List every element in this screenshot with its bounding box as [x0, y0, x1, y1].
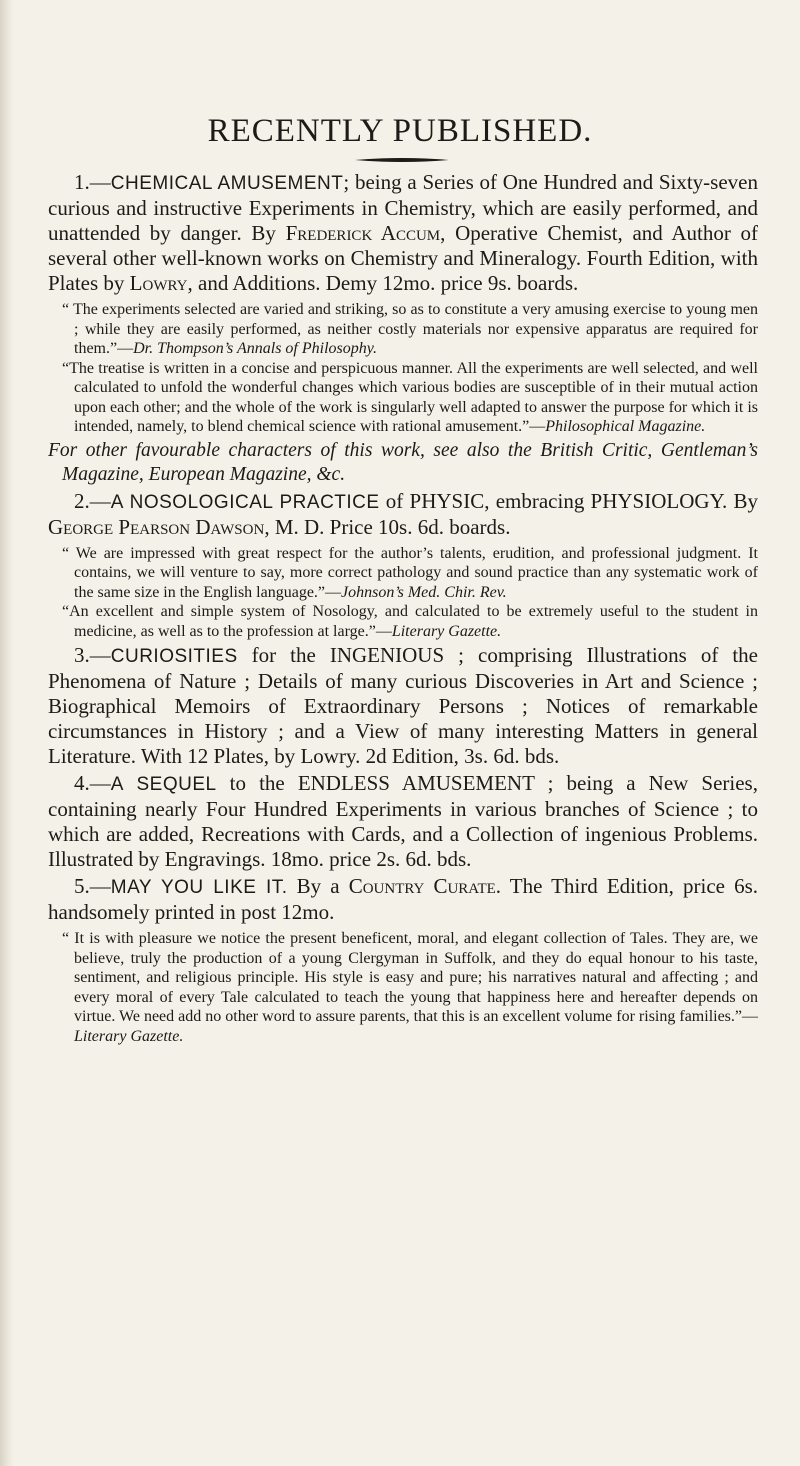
entry-3-title: CURIOSITIES — [110, 646, 238, 667]
entry-2-quote-2: “An excellent and simple system of Nosology, and calculated to be extremely useful to the student in medicine, as well as to the profession at large.”—Literary Gazette. — [62, 603, 758, 640]
page-binding-shadow — [0, 0, 14, 1466]
entry-5-quote-1: “ It is with pleasure we notice the present beneficent, moral, and elegant collection of Tales. They are, we believe, truly the production of a young Clergyman in Suffolk, and they do equal honour to his taste, sentiment, and religious principle. His style is easy and pure; his narratives natural and affecting ; and every moral of every Tale calculated to teach the young that happiness here and hereafter depends on virtue. We need add no other word to assure parents, that this is an excellent volume for rising families.”—Literary Gazette. — [62, 930, 759, 1045]
entry-5: 5.—MAY YOU LIKE IT. By a Country Curate. The Third Edition, price 6s. handsomely printed in post 12mo. — [48, 874, 758, 924]
entry-5-title: MAY YOU LIKE IT. — [110, 877, 288, 898]
ornamental-rule — [355, 157, 449, 163]
publication-list — [48, 170, 758, 1046]
entry-4: 4.—A SEQUEL to the ENDLESS AMUSEMENT ; being a New Series, containing nearly Four Hundred Experiments in various branches of Science ; to which are added, Recreations with Cards, and a Collection of ingenious Problems. Illustrated by Engravings. 18mo. price 2s. 6d. bds. — [48, 771, 758, 871]
entry-2-title: A NOSOLOGICAL PRACTICE — [110, 491, 380, 513]
entry-1-quote-1: “ The experiments selected are varied and striking, so as to constitute a very amusing exercise to young men ; while they are easily performed, as neither costly materials nor expensive apparatus are required for them.”—Dr. Thompson’s Annals of Philosophy. — [62, 301, 758, 357]
entry-2-quote-1: “ We are impressed with great respect for the author’s talents, erudition, and professional judgment. It contains, we will venture to say, more correct pathology and sound practice than any systematic work of the same size in the English language.”—Johnson’s Med. Chir. Rev. — [62, 544, 758, 601]
quote-source: Johnson’s Med. Chir. Rev. — [341, 583, 507, 601]
entry-1-note: For other favourable characters of this work, see also the British Critic, Gentleman’s Magazine, European Magazine, &c. — [48, 439, 758, 485]
entry-1-quote-2: “The treatise is written in a concise and perspicuous manner. All the experiments are well selected, and well calculated to unfold the wonderful changes which various bodies are susceptible of in their mutual action upon each other; and the whole of the work is singularly well adapted to answer the purpose for which it is intended, namely, to blend chemical science with rational amusement.”—Philosophical Magazine. — [62, 359, 758, 435]
entry-5-author: Country Curate — [348, 874, 496, 898]
quote-source: Philosophical Magazine. — [545, 418, 706, 435]
entry-3: 3.—CURIOSITIES for the INGENIOUS ; comprising Illustrations of the Phenomena of Nature ; Details of many curious Discoveries in Art and Science ; Biographical Memoirs of Extraordinary Persons ; Notices of remarkable circumstances in History ; and a View of many interesting Matters in general Literature. With 12 Plates, by Lowry. 2d Edition, 3s. 6d. bds. — [48, 643, 758, 768]
entry-1-artist: Lowry — [129, 271, 188, 295]
entry-2-author: George Pearson Dawson — [48, 514, 265, 539]
entry-2: 2.—A NOSOLOGICAL PRACTICE of PHYSIC, embracing PHYSIOLOGY. By George Pearson Dawson, M. D. Price 10s. 6d. boards. — [48, 488, 758, 539]
entry-1-author: Frederick Accum — [285, 221, 441, 245]
entry-1-title: CHEMICAL AMUSEMENT — [110, 173, 344, 194]
entry-1: 1.—CHEMICAL AMUSEMENT; being a Series of One Hundred and Sixty-seven curious and instructive Experiments in Chemistry, which are easily performed, and unattended by danger. By Frederick Accum, Operative Chemist, and Author of several other well-known works on Chemistry and Mineralogy. Fourth Edition, with Plates by Lowry, and Additions. Demy 12mo. price 9s. boards. — [48, 170, 758, 295]
entry-4-title: A SEQUEL — [110, 774, 217, 795]
quote-source: Dr. Thompson’s Annals of Philosophy. — [133, 340, 377, 357]
quote-source: Literary Gazette. — [391, 622, 502, 640]
quote-source: Literary Gazette. — [74, 1027, 184, 1045]
page-heading: RECENTLY PUBLISHED. — [207, 113, 593, 149]
